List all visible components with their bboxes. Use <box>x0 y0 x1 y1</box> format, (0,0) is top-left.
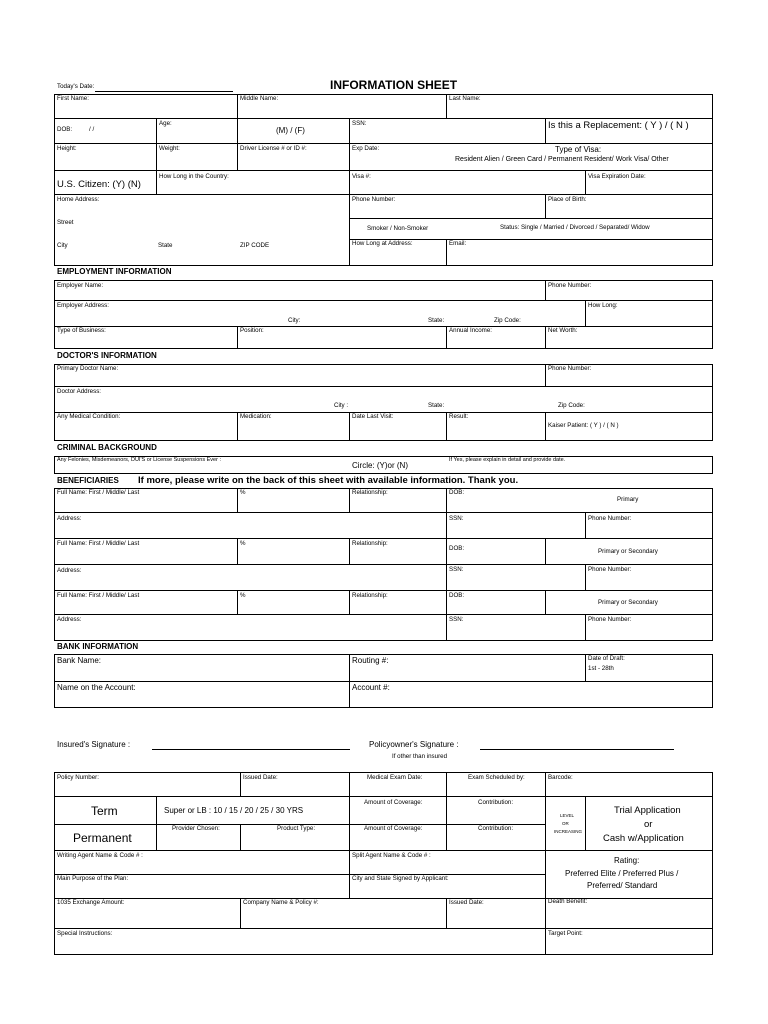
beneficiary-2-phone-field[interactable]: Phone Number: <box>588 566 632 573</box>
sex-option[interactable]: (M) / (F) <box>276 126 305 135</box>
policyowner-signature-label: Policyowner's Signature : <box>369 740 459 749</box>
position-field[interactable]: Position: <box>240 327 264 334</box>
trial-application-option[interactable]: Trial Application <box>614 805 681 816</box>
dob-slashes: / / <box>89 126 95 133</box>
zip-code-label: ZIP CODE <box>240 242 270 249</box>
visa-type-label: Type of Visa: <box>555 145 602 154</box>
age-field[interactable]: Age: <box>159 120 172 127</box>
how-long-country-field[interactable]: How Long in the Country: <box>159 173 229 180</box>
visa-number-field[interactable]: Visa #: <box>352 173 371 180</box>
first-name-field[interactable]: First Name: <box>57 95 89 102</box>
beneficiary-3-type-option[interactable]: Primary or Secondary <box>598 599 658 606</box>
writing-agent-field[interactable]: Writing Agent Name & Code # : <box>57 852 143 859</box>
beneficiaries-note: If more, please write on the back of this sheet with available information. Thank you. <box>138 475 519 486</box>
amount-coverage-term-field[interactable]: Amount of Coverage: <box>364 799 423 806</box>
trial-or-label: or <box>644 819 653 830</box>
beneficiary-3-relationship-field[interactable]: Relationship: <box>352 592 388 599</box>
beneficiary-1-relationship-field[interactable]: Relationship: <box>352 489 388 496</box>
city-state-signed-field[interactable]: City and State Signed by Applicant: <box>352 875 449 882</box>
exp-date-field[interactable]: Exp Date: <box>352 145 380 152</box>
beneficiary-2-percent-field[interactable]: % <box>240 540 246 547</box>
middle-name-field[interactable]: Middle Name: <box>240 95 279 102</box>
annual-income-field[interactable]: Annual Income: <box>449 327 492 334</box>
how-long-address-field[interactable]: How Long at Address: <box>352 240 413 247</box>
beneficiary-1-ssn-field[interactable]: SSN: <box>449 515 464 522</box>
beneficiary-3-name-field[interactable]: Full Name: First / Middle/ Last <box>57 592 140 599</box>
employer-zip-label: Zip Code: <box>494 317 521 324</box>
bank-heading: BANK INFORMATION <box>57 642 139 651</box>
barcode-field[interactable]: Barcode: <box>548 774 573 781</box>
beneficiary-3-dob-field[interactable]: DOB: <box>449 592 465 599</box>
rating-label: Rating: <box>614 856 640 865</box>
product-type-field[interactable]: Product Type: <box>277 825 316 832</box>
policyowner-signature-line[interactable] <box>480 749 674 750</box>
todays-date-label: Today's Date: <box>57 83 95 90</box>
height-field[interactable]: Height: <box>57 145 77 152</box>
increasing-option[interactable]: INCREASING <box>554 829 583 834</box>
death-benefit-field[interactable]: Death Benefit: <box>548 898 588 905</box>
date-of-draft-label: Date of Draft: <box>588 655 625 662</box>
rating-options-2[interactable]: Preferred/ Standard <box>587 881 658 890</box>
beneficiary-3-phone-field[interactable]: Phone Number: <box>588 616 632 623</box>
how-long-employed-field[interactable]: How Long: <box>588 302 618 309</box>
issued-date-field[interactable]: Issued Date: <box>243 774 278 781</box>
beneficiary-1-primary-label[interactable]: Primary <box>617 496 639 503</box>
date-last-visit-field[interactable]: Date Last Visit: <box>352 413 394 420</box>
account-name-field[interactable]: Name on the Account: <box>57 683 136 692</box>
routing-number-field[interactable]: Routing #: <box>352 656 389 665</box>
driver-license-field[interactable]: Driver License # or ID #: <box>240 145 307 152</box>
permanent-option[interactable]: Permanent <box>73 831 132 845</box>
beneficiary-2-ssn-field[interactable]: SSN: <box>449 566 464 573</box>
ssn-field[interactable]: SSN: <box>352 120 367 127</box>
last-name-field[interactable]: Last Name: <box>449 95 481 102</box>
doctor-city-label: City : <box>334 402 349 409</box>
marital-status-option[interactable]: Status: Single / Married / Divorced / Separated/ Widow <box>500 224 650 231</box>
amount-coverage-permanent-field[interactable]: Amount of Coverage: <box>364 825 423 832</box>
term-option[interactable]: Term <box>91 804 118 818</box>
state-label: State <box>158 242 173 249</box>
level-or-label: OR <box>562 821 569 826</box>
exchange-amount-field[interactable]: 1035 Exchange Amount: <box>57 899 125 906</box>
employer-phone-field[interactable]: Phone Number: <box>548 282 592 289</box>
special-instructions-field[interactable]: Special Instructions: <box>57 930 113 937</box>
beneficiary-2-name-field[interactable]: Full Name: First / Middle/ Last <box>57 540 140 547</box>
beneficiaries-heading: BENEFICIARIES <box>57 476 119 485</box>
beneficiary-2-relationship-field[interactable]: Relationship: <box>352 540 388 547</box>
criminal-question: Any Felonies, Misdemeanors, DUI'S or License Suspensions Ever : <box>57 457 221 463</box>
replacement-question[interactable]: Is this a Replacement: ( Y ) / ( N ) <box>548 120 689 131</box>
beneficiary-2-type-option[interactable]: Primary or Secondary <box>598 548 658 555</box>
beneficiary-1-name-field[interactable]: Full Name: First / Middle/ Last <box>57 489 140 496</box>
doctor-phone-field[interactable]: Phone Number: <box>548 365 592 372</box>
kaiser-patient-option[interactable]: Kaiser Patient: ( Y ) / ( N ) <box>548 422 619 429</box>
exam-scheduled-by-field[interactable]: Exam Scheduled by: <box>468 774 525 781</box>
employment-heading: EMPLOYMENT INFORMATION <box>57 267 172 276</box>
dob-field[interactable]: DOB: <box>57 126 73 133</box>
cash-with-application-option[interactable]: Cash w/Application <box>603 833 684 844</box>
beneficiary-3-percent-field[interactable]: % <box>240 592 246 599</box>
visa-expiration-field[interactable]: Visa Expiration Date: <box>588 173 646 180</box>
main-purpose-field[interactable]: Main Purpose of the Plan: <box>57 875 129 882</box>
email-field[interactable]: Email: <box>449 240 467 247</box>
phone-number-field[interactable]: Phone Number: <box>352 196 396 203</box>
doctor-heading: DOCTOR'S INFORMATION <box>57 351 157 360</box>
beneficiary-2-dob-field[interactable]: DOB: <box>449 545 465 552</box>
employer-name-field[interactable]: Employer Name: <box>57 282 104 289</box>
doctor-address-field[interactable]: Doctor Address: <box>57 388 102 395</box>
if-other-than-insured-note: If other than insured <box>392 753 448 760</box>
contribution-permanent-field[interactable]: Contribution: <box>478 825 514 832</box>
super-lb-years-option[interactable]: Super or LB : 10 / 15 / 20 / 25 / 30 YRS <box>164 806 304 815</box>
primary-doctor-field[interactable]: Primary Doctor Name: <box>57 365 119 372</box>
criminal-heading: CRIMINAL BACKGROUND <box>57 443 157 452</box>
doctor-state-label: State: <box>428 402 445 409</box>
beneficiary-1-dob-field[interactable]: DOB: <box>449 489 465 496</box>
date-of-draft-range[interactable]: 1st - 28th <box>588 665 614 672</box>
street-label: Street <box>57 219 74 226</box>
issued-date-exchange-field[interactable]: Issued Date: <box>449 899 484 906</box>
rating-options-1[interactable]: Preferred Elite / Preferred Plus / <box>565 869 679 878</box>
city-label: City <box>57 242 68 249</box>
beneficiary-3-ssn-field[interactable]: SSN: <box>449 616 464 623</box>
smoker-option[interactable]: Smoker / Non-Smoker <box>367 225 429 232</box>
insured-signature-line[interactable] <box>152 749 350 750</box>
medication-field[interactable]: Medication: <box>240 413 272 420</box>
beneficiary-2-address-field[interactable]: Address: <box>57 567 82 574</box>
beneficiary-1-percent-field[interactable]: % <box>240 489 246 496</box>
result-field[interactable]: Result: <box>449 413 469 420</box>
page-title: INFORMATION SHEET <box>330 78 458 92</box>
company-policy-field[interactable]: Company Name & Policy #: <box>243 899 319 906</box>
home-address-field[interactable]: Home Address: <box>57 196 100 203</box>
doctor-zip-label: Zip Code: <box>558 402 585 409</box>
net-worth-field[interactable]: Net Worth: <box>548 327 578 334</box>
provider-chosen-field[interactable]: Provider Chosen: <box>172 825 220 832</box>
criminal-explain-note: If Yes, please explain in detail and provide date. <box>449 457 566 463</box>
policy-number-field[interactable]: Policy Number: <box>57 774 99 781</box>
medical-condition-field[interactable]: Any Medical Condition: <box>57 413 121 420</box>
beneficiary-1-address-field[interactable]: Address: <box>57 515 82 522</box>
target-point-field[interactable]: Target Point: <box>548 930 583 937</box>
employment-section <box>54 280 713 349</box>
doctor-section <box>54 364 713 441</box>
insured-signature-label: Insured's Signature : <box>57 740 131 749</box>
employer-city-label: City: <box>288 317 301 324</box>
bank-name-field[interactable]: Bank Name: <box>57 656 102 665</box>
visa-type-options[interactable]: Resident Alien / Green Card / Permanent Resident/ Work Visa/ Other <box>455 156 669 163</box>
account-number-field[interactable]: Account #: <box>352 683 390 692</box>
beneficiary-3-address-field[interactable]: Address: <box>57 616 82 623</box>
level-option[interactable]: LEVEL <box>560 813 575 818</box>
us-citizen-option[interactable]: U.S. Citizen: (Y) (N) <box>57 179 141 190</box>
employer-address-field[interactable]: Employer Address: <box>57 302 109 309</box>
medical-exam-date-field[interactable]: Medical Exam Date: <box>367 774 423 781</box>
business-type-field[interactable]: Type of Business: <box>57 327 106 334</box>
employer-state-label: State: <box>428 317 445 324</box>
weight-field[interactable]: Weight: <box>159 145 180 152</box>
criminal-circle-option[interactable]: Circle: (Y)or (N) <box>352 461 408 470</box>
split-agent-field[interactable]: Split Agent Name & Code # : <box>352 852 431 859</box>
todays-date-line[interactable] <box>95 91 233 92</box>
contribution-term-field[interactable]: Contribution: <box>478 799 514 806</box>
beneficiary-1-phone-field[interactable]: Phone Number: <box>588 515 632 522</box>
place-of-birth-field[interactable]: Place of Birth: <box>548 196 587 203</box>
